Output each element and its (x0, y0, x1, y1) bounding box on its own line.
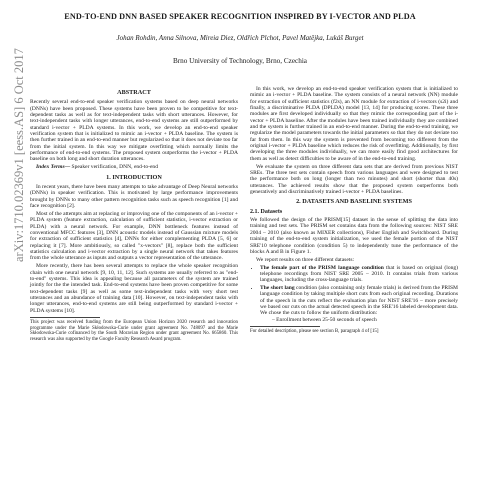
right-column (250, 86, 458, 335)
duration-list (260, 317, 458, 323)
dataset-item-prism (260, 265, 458, 284)
abstract-heading: ABSTRACT (117, 89, 151, 96)
index-terms-text: Speaker verification, DNN, end-to-end (70, 164, 158, 171)
funding-footnote: This project was received funding from the European Union Horizon 2020 research and innovation programme under the Marie Skłodowska-Curie under grant agreement No. 748097 and the Marie Skłodowska-Curie cofinanced by the South Moravian Region under grant agreement No. 665860. This research was also supported by the Google Faculty Research Award program. (30, 320, 238, 342)
introduction-heading: 1. INTRODUCTION (106, 173, 162, 181)
dataset-item-short-lang-label: The short lang (260, 284, 295, 291)
paper-authors: Johan Rohdin, Anna Silnova, Mireia Diez, Oldřich Plchot, Pavel Matějka, Lukáš Burget (116, 34, 364, 42)
dataset-item-short-lang-text: condition (also containing only female trials) is derived from the PRISM language condition by taking multiple short cuts from each original recording. Durations of the speech in the cuts reflect the evaluation plan for NIST SRE'16 – more precisely we based our cuts on the actual detected speech in the SRE'16 labeled development data. We chose the cuts to follow the uniform distribution: (260, 284, 458, 317)
paper-page: END-TO-END DNN BASED SPEAKER RECOGNITION INSPIRED BY I-VECTOR AND PLDA Johan Rohdin, Anna Silnova, Mireia Diez, Oldřich Plchot, Pavel Matějka, Lukáš Burget Brno University of Technology, Brno, Czechia arXiv:1710.02369v1 [eess.AS] 6 Oct 2017 ABSTRACT Recently several end-to-end speaker verification systems based on deep neural networks (DNNs) have been proposed. These systems have been proven to be competitive for text-dependent tasks as well as for text-independent tasks with short utterances. However, for text-independent tasks with longer utterances, end-to-end systems are still outperformed by standard i-vector + PLDA systems. In this work, we develop an end-to-end speaker verification system that is initialized to mimic an i-vector + PLDA baseline. The system is then further trained in an end-to-end manner but regularized so that it does not deviate too far from the initial system. In this way we mitigate overfitting which normally limits the performance of end-to-end systems. The proposed system outperforms the i-vector + PLDA baseline on both long and short duration utterances. Index Terms— Speaker verification, DNN, end-to-end 1. INTRODUCTION In recent years, there have been many attempts to take advantage of Deep Neural networks (DNNs) in speaker verification. This is motivated by large performance improvements brought by DNNs to many other pattern recognition tasks such as speech recognition [1] and face recognition [2]. Most of the attempts aim at replacing or improving one of the components of an i-vector + PLDA system (feature extraction, calculation of sufficient statistics, i-vector extraction or PLDA) with a neural network. For example, DNN bottleneck features instead of conventional MFCC features [3], DNN acoustic models instead of Gaussian mixture models for extraction of sufficient statistics [4], DNNs for either complementing PLDA [5, 6] or replacing it [7]. More ambitiously, so called "x-vectors" [8], replace both the sufficient statistics calculation and i-vector extraction by a single neural network that takes features from the whole utterance as inputs and outputs a vector representation of the utterance. More recently, there has been several attempts to replace the whole speaker recognition chain with one neural network [9, 10, 11, 12]. Such systems are usually referred to as "end-to-end" systems. This idea is appealing because all parameters of the system are trained jointly for the the intended task. End-to-end systems have been proven competitive for some text-dependent tasks [9] as well as some text-independent tasks with very short test utterances and an abundance of training data [10]. However, on text-independent tasks with longer utterances, end-to-end systems are still being outperformed by standard i-vector + PLDA systems [10]. This project was received funding from the European Union Horizon 2020 research and innovation programme under the Marie Skłodowska-Curie under grant agreement No. 748097 and the Marie Skłodowska-Curie cofinanced by the South Moravian Region under grant agreement No. 665860. This research was also supported by the Google Faculty Research Award program. In this work, we develop an end-to-end speaker verification system that is initialized to mimic an i-vector + PLDA baseline. The system consists of a neural network (NN) module for extraction of sufficient statistics (f2s), an NN module for extraction of i-vectors (s2i) and finally, a discriminative PLDA (DPLDA) model [13, 14] for producing scores. These three modules are first developed individually so that they mimic the corresponding part of the i-vector + PLDA baseline. After the modules have been trained individually they are combined and the system is further trained in an end-to-end manner. During the end-to-end training, we regularize the model parameters towards the initial parameters so that they do not deviate too far from them. In this way the system is prevented from becoming too different from the original i-vector + PLDA baseline which reduces the risk of overfitting. Additionally, by first developing the three modules individually, we can more easily find good architectures for them as well as detect difficulties to be aware of in the end-to-end training. We evaluate the system on three different data sets that are derived from previous NIST SREs. The three test sets contain speech from various languages and were designed to test the performance both on long (longer than two minutes) and short (shorter than 40s) utterances. The achieved results show that the proposed system outperforms both generatively and discriminatively trained i-vector + PLDA baselines. 2. DATASETS AND BASELINE SYSTEMS 2.1. Datasets We followed the design of the PRISM[15] dataset in the sense of splitting the data into training and test sets. The PRISM set contains data from the following sources: NIST SRE 2004 – 2010 (also known as MIXER collections), Fisher English and Switchboard. During training of the end-to-end system initialization, we used the female portion of the NIST SRE'10 telephone condition (condition 5) to independently tune the performance of the blocks A and B in Figure 1. We report results on three different datasets: • The female part of the PRISM language condition that is based on original (long) telephone recordings from NIST SRE 2005 – 2010. It contains trials from various languages, including the cross-language trials. • The short lang condition (also containing only female trials) is derived from the PRISM language condition by taking multiple short cuts from each original recording. Durations of the speech in the cuts reflect the evaluation plan for NIST SRE'16 – more precisely we based our cuts on the actual detected speech in the SRE'16 labeled development data. We chose the cuts to follow the uniform distribution: – Enrollment between 25-50 seconds of speech For detailed description, please see section B, paragraph 4 of [15] (0, 0, 480, 480)
datasets-subheading: 2.1. Datasets (250, 208, 283, 215)
left-column (30, 86, 238, 343)
paper-title: END-TO-END DNN BASED SPEAKER RECOGNITION INSPIRED BY I-VECTOR AND PLDA (64, 12, 416, 21)
index-terms-label: Index Terms— (36, 164, 71, 171)
index-terms (30, 164, 238, 170)
dataset-item-prism-text: that is based on original (long) telephone recordings from NIST SRE 2005 – 2010. It contains trials from various languages, including the cross-language trials. (260, 264, 458, 284)
dataset-item-prism-label: The female part of the PRISM language condition (260, 264, 384, 271)
footnote-divider-right (250, 326, 320, 327)
intro-paragraph-1: In recent years, there have been many attempts to take advantage of Deep Neural networks (DNNs) in speaker verification. This is motivated by large performance improvements brought by DNNs to many other pattern recognition tasks such as speech recognition [1] and face recognition [2]. (30, 184, 238, 210)
dataset-item-short-lang (260, 285, 458, 323)
datasets-paragraph-1: We followed the design of the PRISM[15] dataset in the sense of splitting the data into training and test sets. The PRISM set contains data from the following sources: NIST SRE 2004 – 2010 (also known as MIXER collections), Fisher English and Switchboard. During training of the end-to-end system initialization, we used the female portion of the NIST SRE'10 telephone condition (condition 5) to independently tune the performance of the blocks A and B in Figure 1. (250, 217, 458, 255)
intro-paragraph-3: More recently, there has been several attempts to replace the whole speaker recognition chain with one neural network [9, 10, 11, 12]. Such systems are usually referred to as "end-to-end" systems. This idea is appealing because all parameters of the system are trained jointly for the the intended task. End-to-end systems have been proven competitive for some text-dependent tasks [9] as well as some text-independent tasks with very short test utterances and an abundance of training data [10]. However, on text-independent tasks with longer utterances, end-to-end systems are still being outperformed by standard i-vector + PLDA systems [10]. (30, 263, 238, 314)
intro-paragraph-5: We evaluate the system on three different data sets that are derived from previous NIST SREs. The three test sets contain speech from various languages and were designed to test the performance both on long (longer than two minutes) and short (shorter than 40s) utterances. The achieved results show that the proposed system outperforms both generatively and discriminatively trained i-vector + PLDA baselines. (250, 163, 458, 196)
intro-paragraph-4: In this work, we develop an end-to-end speaker verification system that is initialized to mimic an i-vector + PLDA baseline. The system consists of a neural network (NN) module for extraction of sufficient statistics (f2s), an NN module for extraction of i-vectors (s2i) and finally, a discriminative PLDA (DPLDA) model [13, 14] for producing scores. These three modules are first developed individually so that they mimic the corresponding part of the i-vector + PLDA baseline. After the modules have been trained individually they are combined and the system is further trained in an end-to-end manner. During the end-to-end training, we regularize the model parameters towards the initial parameters so that they do not deviate too far from them. In this way the system is prevented from becoming too different from the original i-vector + PLDA baseline which reduces the risk of overfitting. Additionally, by first developing the three modules individually, we can more easily find good architectures for them as well as detect difficulties to be aware of in the end-to-end training. (250, 86, 458, 162)
intro-paragraph-2: Most of the attempts aim at replacing or improving one of the components of an i-vector + PLDA system (feature extraction, calculation of sufficient statistics, i-vector extraction or PLDA) with a neural network. For example, DNN bottleneck features instead of conventional MFCC features [3], DNN acoustic models instead of Gaussian mixture models for extraction of sufficient statistics [4], DNNs for either complementing PLDA [5, 6] or replacing it [7]. More ambitiously, so called "x-vectors" [8], replace both the sufficient statistics calculation and i-vector extraction by a single neural network that takes features from the whole utterance as inputs and outputs a vector representation of the utterance. (30, 211, 238, 262)
datasets-footnote: For detailed description, please see section B, paragraph 4 of [15] (250, 329, 379, 334)
footnote-divider (30, 317, 100, 318)
paper-affiliation: Brno University of Technology, Brno, Czechia (172, 57, 308, 65)
abstract-text: Recently several end-to-end speaker verification systems based on deep neural networks (DNNs) have been proposed. These systems have been proven to be competitive for text-dependent tasks as well as for text-independent tasks with short utterances. However, for text-independent tasks with longer utterances, end-to-end systems are still outperformed by standard i-vector + PLDA systems. In this work, we develop an end-to-end speaker verification system that is initialized to mimic an i-vector + PLDA baseline. The system is then further trained in an end-to-end manner but regularized so that it does not deviate too far from the initial system. In this way we mitigate overfitting which normally limits the performance of end-to-end systems. The proposed system outperforms the i-vector + PLDA baseline on both long and short duration utterances. (30, 99, 238, 163)
datasets-paragraph-2: We report results on three different datasets: (256, 256, 355, 263)
duration-item-enrollment: – Enrollment between 25-50 seconds of speech (272, 317, 458, 323)
dataset-list (250, 265, 458, 323)
datasets-heading: 2. DATASETS AND BASELINE SYSTEMS (296, 198, 412, 206)
